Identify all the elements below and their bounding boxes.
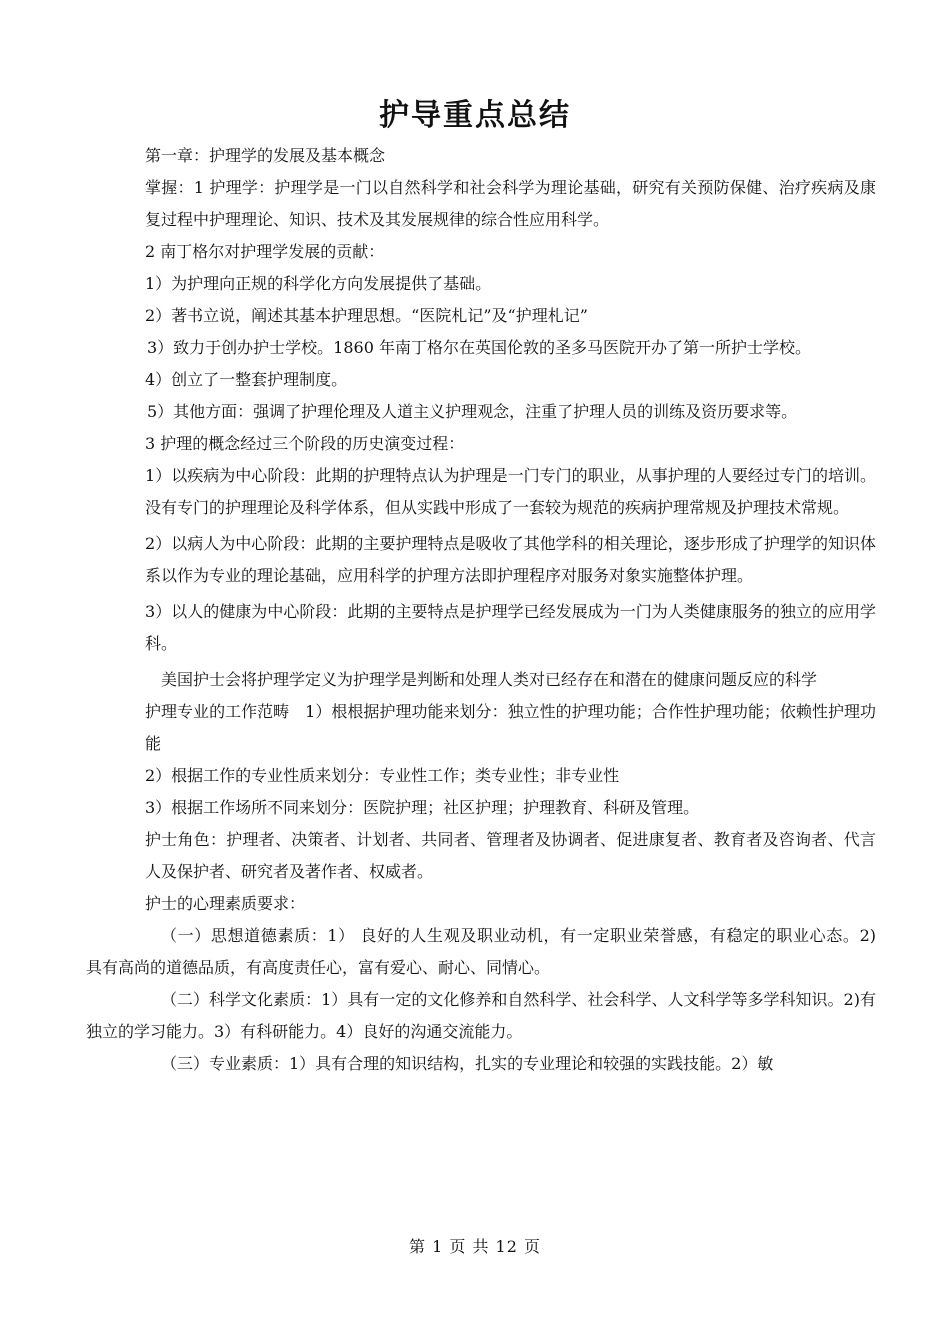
document-body (86, 140, 946, 1080)
paragraph: 1）为护理向正规的科学化方向发展提供了基础。 (145, 274, 492, 293)
paragraph: 4）创立了一整套护理制度。 (145, 370, 348, 389)
paragraph: 护理专业的工作范畴 1）根根据护理功能来划分：独立性的护理功能；合作性护理功能；依赖性护理功能 (145, 702, 876, 753)
page-title: 护导重点总结 (379, 98, 571, 133)
paragraph: （三）专业素质：1）具有合理的知识结构，扎实的专业理论和较强的实践技能。2）敏 (161, 1054, 774, 1073)
paragraph: 2）根据工作的专业性质来划分：专业性工作；类专业性；非专业性 (145, 766, 620, 785)
paragraph: （二）科学文化素质：1）具有一定的文化修养和自然科学、社会科学、人文科学等多学科知识。2)有独立的学习能力。3）有科研能力。4）良好的沟通交流能力。 (86, 990, 876, 1041)
paragraph: 3）致力于创办护士学校。1860 年南丁格尔在英国伦敦的圣多马医院开办了第一所护士学校。 (147, 338, 811, 357)
paragraph: 3 护理的概念经过三个阶段的历史演变过程： (145, 434, 465, 453)
paragraph: 5）其他方面：强调了护理伦理及人道主义护理观念，注重了护理人员的训练及资历要求等。 (147, 402, 798, 421)
paragraph: 3）根据工作场所不同来划分：医院护理；社区护理；护理教育、科研及管理。 (145, 798, 700, 817)
paragraph: 护士角色：护理者、决策者、计划者、共同者、管理者及协调者、促进康复者、教育者及咨询者、代言人及保护者、研究者及著作者、权威者。 (145, 830, 876, 881)
paragraph: 2）以病人为中心阶段：此期的主要护理特点是吸收了其他学科的相关理论，逐步形成了护理学的知识体系以作为专业的理论基础，应用科学的护理方法即护理程序对服务对象实施整体护理。 (145, 534, 876, 585)
paragraph: 美国护士会将护理学定义为护理学是判断和处理人类对已经存在和潜在的健康问题反应的科学 (161, 670, 818, 689)
paragraph: 掌握：1 护理学：护理学是一门以自然科学和社会科学为理论基础，研究有关预防保健、治疗疾病及康复过程中护理理论、知识、技术及其发展规律的综合性应用科学。 (145, 178, 876, 229)
paragraph: 护士的心理素质要求： (145, 894, 306, 913)
paragraph: （一）思想道德素质：1） 良好的人生观及职业动机，有一定职业荣誉感，有稳定的职业心态。2) 具有高尚的道德品质，有高度责任心，富有爱心、耐心、同情心。 (86, 926, 946, 977)
page-footer: 第 1 页 共 12 页 (409, 1237, 541, 1256)
paragraph: 3）以人的健康为中心阶段：此期的主要特点是护理学已经发展成为一门为人类健康服务的独立的应用学科。 (145, 602, 876, 653)
paragraph: 2）著书立说，阐述其基本护理思想。“医院札记”及“护理札记” (145, 306, 588, 325)
paragraph: 2 南丁格尔对护理学发展的贡献： (145, 242, 385, 261)
chapter-heading: 第一章：护理学的发展及基本概念 (145, 146, 386, 165)
paragraph: 1）以疾病为中心阶段：此期的护理特点认为护理是一门专门的职业，从事护理的人要经过专门的培训。没有专门的护理理论及科学体系，但从实践中形成了一套较为规范的疾病护理常规及护理技术常规。 (145, 466, 876, 517)
